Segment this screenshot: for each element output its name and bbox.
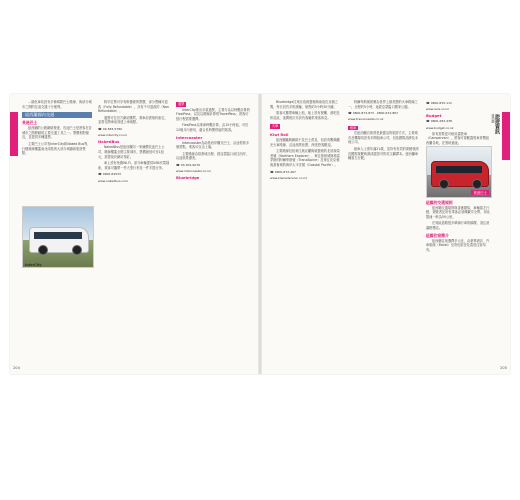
heading-nakedbus: NakedBus (98, 139, 120, 145)
page-number-right: 205 (500, 366, 507, 370)
paragraph: 較早訂票可享有較優惠的票價，部分票種可退改（Fully Refundable），亦有不可退改的（Non Refundable）。 (98, 100, 169, 114)
website-link[interactable]: www.intercoaster.co.nz (176, 169, 211, 174)
paragraph: 如有需要更可租用露營車（Campervan），遊客可駕駛露營車遊覽紐西蘭各地，在營地過夜。 (426, 131, 490, 145)
paragraph: 旅客可攜帶車輛上船，船上設有餐廳、酒吧及休息區，夜間班次另設有客艙供乘客休息。 (270, 111, 340, 120)
heading-accommodation: 紐國住宿簡介 (426, 232, 449, 238)
right-column-1 (270, 100, 342, 370)
paragraph: Intercoaster為南島西岸觀光巴士，沿途停靠多個景點，乘客可自由上落。 (176, 140, 250, 150)
paragraph: InterCity推出多款通票，主要分為以時數計算的FlexiPass，以及以路線計算的TravelPass，遊客可按行程需要選擇。 (176, 107, 250, 121)
left-column-2 (98, 100, 170, 370)
intro-text: …綠色車站設有多條城際巴士路線，與部分城市之間的往返交通十分便利。 (22, 100, 92, 109)
paragraph: 通票可在官方網站購買，乘車前需預約座位，並需在開車前到達上車地點。 (98, 115, 168, 125)
paragraph: 紐西蘭鐵路網絡不及巴士普及，但設有數條觀光火車路線，沿途風景壯麗，深受遊客歡迎。 (270, 137, 340, 147)
bus-image (431, 161, 489, 187)
paragraph: 主要巴士公司有InterCity和Naked Bus等，行駛路線覆蓋南北兩島的大部分城鎮和旅遊景點。 (22, 141, 91, 156)
paragraph: 紐西蘭交通規則與香港類似，車輛靠左行駛，駕駛者及所有乘客必須佩戴安全帶，市區限速一般為50公里。 (426, 205, 490, 219)
photo-caption: 旅遊巴士 (473, 191, 487, 195)
website-link[interactable]: www.kiwirailscenic.co.nz (270, 175, 307, 180)
right-column-3 (426, 100, 490, 370)
paragraph: 主要路線由基督城出發，經亞瑟隘口前往西岸，沿途風景優美。 (176, 151, 249, 161)
phone-text: ☎ 0800-655-111 (426, 101, 452, 105)
heading-bluebridge: Bluebridge (176, 175, 200, 181)
right-accent-tab (502, 112, 510, 160)
paragraph: FlexiPass以乘車時數計算，由15小時起，可於12個月內使用，適合長時間停留的旅客。 (176, 123, 249, 132)
phone-text: ☎ 03-304-9076 (176, 162, 201, 167)
website-link[interactable]: www.nakedbus.com (98, 178, 128, 183)
website-link[interactable]: www.budget.co.nz (426, 125, 454, 130)
tag-train: 火車 (272, 124, 279, 129)
page-number-left: 204 (13, 366, 20, 370)
heading-long-distance-bus: 長途巴士 (22, 120, 38, 126)
paragraph: 在郊區道路很多單線行車的橋樑，須注意讓路標誌。 (426, 221, 490, 230)
tag-pass: 通票 (178, 102, 185, 106)
paragraph: 在紐西蘭自駕遊是最靈活的旅遊方式，主要城市及機場均設有多間租車公司，包括國際品牌及本地公司。 (348, 131, 419, 145)
paragraph: Bluebridge往來北島威靈頓與南島皮克頓之間，每日設有多班渡輪，航程約3小時30分鐘。 (270, 100, 338, 109)
section-side-small: 紐西蘭 (491, 114, 495, 123)
tour-bus-photo (426, 146, 492, 198)
heading-budget: Budget (426, 113, 442, 119)
intercity-bus-photo (22, 206, 94, 268)
heading-traffic-rules: 紐國的交通規則 (426, 199, 453, 205)
website-link[interactable]: www.intercity.co.nz (98, 133, 127, 138)
right-column-2 (348, 100, 420, 370)
paragraph: NakedBus是紐西蘭另一家廉價長途巴士公司，路線覆蓋全國主要城市，票價最低可至1紐元，需提前於網站預訂。 (98, 145, 165, 159)
paragraph: 主要路線包括來往奧克蘭與威靈頓的北部探索者號（Northern Explorer）、來往基督城與格雷茅斯的阿爾卑斯號（TranzAlpine）及來往皮克頓與基督城的海岸太平洋號（Coastal Pacific）。 (270, 149, 340, 167)
website-link[interactable]: www.transcoastal.co.nz (348, 117, 384, 122)
heading-intercoaster: Intercoaster (176, 134, 203, 140)
paragraph: 租車人士需年滿21歲，並持有有效的駕駛執照及國際駕駛執照或經認可的英文翻譯本。紐西蘭車輛靠左行駛。 (348, 146, 419, 161)
paragraph: 紐西蘭的公路網絡發達，長途巴士是遊客在各城市之間移動的主要交通工具之一。票價相對便宜，並提供多種通票。 (22, 126, 92, 140)
left-column-3 (176, 100, 250, 370)
website-link[interactable]: www.avis.co.nz (426, 107, 449, 112)
phone-text: ☎ 09-583-5780 (98, 126, 123, 131)
heading-kiwirail: Kiwi Rail (270, 131, 289, 137)
phone-text: ☎ 0800-873-873 · 0800-672-867 (348, 111, 399, 116)
phone-text: ☎ 0800-872-467 (270, 169, 296, 174)
bus-image (29, 227, 89, 253)
photo-caption: InterCity (25, 263, 42, 267)
left-page (10, 94, 260, 374)
section-title: 紐西蘭國內交通 (22, 112, 92, 118)
phone-text: ☎ 0900-62533 (98, 172, 121, 177)
book-spread (10, 94, 510, 374)
section-side-label: 旅遊資訊 (494, 114, 500, 134)
tag-car-rental: 租車 (350, 125, 357, 130)
right-page (260, 94, 510, 374)
paragraph: 紐西蘭住宿選擇多元化，由豪華酒店、汽車旅館（Motel）至背包旅舍及農莊住宿均有。 (426, 238, 490, 252)
left-accent-tab (10, 112, 18, 156)
paragraph: 阿爾卑斯號被譽為世界上最美麗的火車路線之一，全程約5小時，途經亞瑟隘口國家公園。 (348, 100, 418, 109)
paragraph: 車上設有免費Wi-Fi，部分車輛提供USB充電插座，乘客可攜帶一件大型行李及一件手提行李。 (98, 161, 170, 170)
phone-text: ☎ 0800-283-438 (426, 119, 452, 124)
